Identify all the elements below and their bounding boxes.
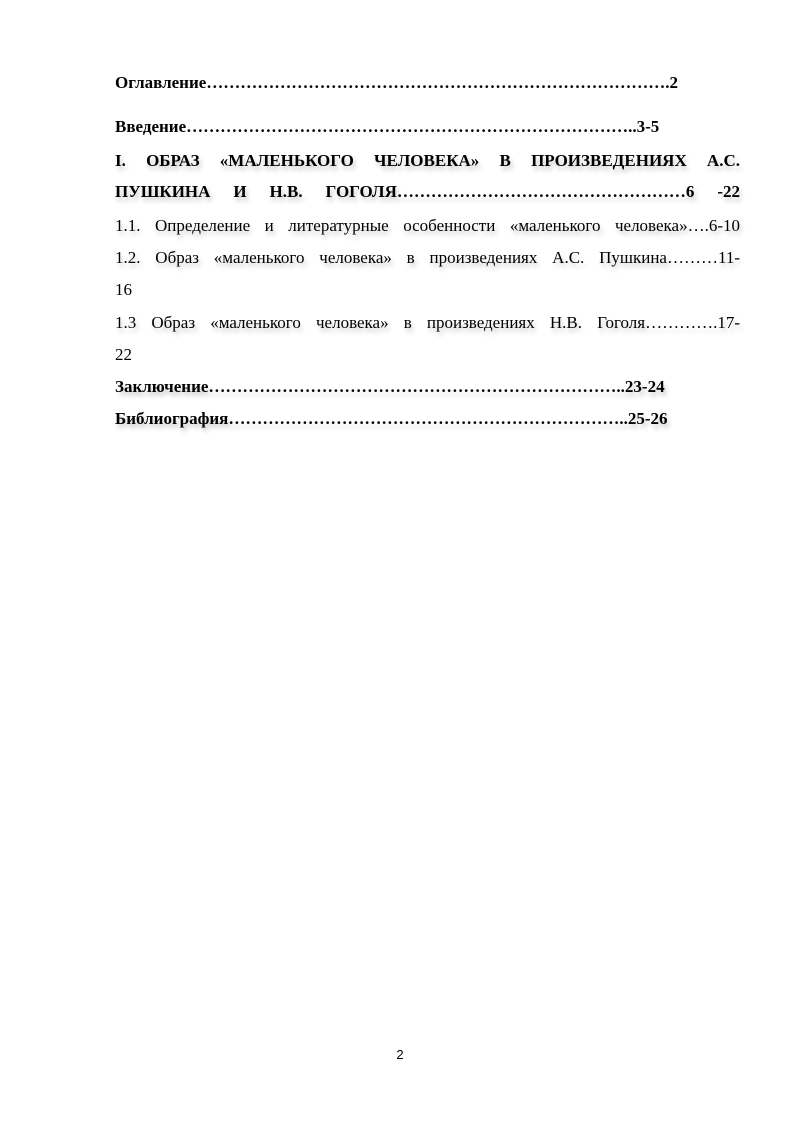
toc-entry-section-1-2-line-1: 1.2. Образ «маленького человека» в произведениях А.С. Пушкина………11- — [115, 248, 740, 267]
toc-entry-chapter-1-line-2: ПУШКИНА И Н.В. ГОГОЛЯ……………………………………………6 -22 — [115, 182, 740, 201]
toc-entry-introduction: Введение……………………………………………………………………..3-5 — [115, 117, 660, 136]
toc-entry-section-1-3-line-2: 22 — [115, 345, 132, 364]
toc-entry-conclusion: Заключение………………………………………………………………..23-24 — [115, 377, 665, 396]
page-number: 2 — [396, 1047, 404, 1062]
toc-entry-chapter-1-line-1: I. ОБРАЗ «МАЛЕНЬКОГО ЧЕЛОВЕКА» В ПРОИЗВЕДЕНИЯХ А.С. — [115, 151, 740, 170]
toc-entry-section-1-2-line-2: 16 — [115, 280, 132, 299]
toc-entry-section-1-1: 1.1. Определение и литературные особенности «маленького человека»….6-10 — [115, 216, 740, 235]
toc-entry-bibliography: Библиография……………………………………………………………..25-26 — [115, 409, 668, 428]
toc-entry-contents: Оглавление……………………………………………………………………….2 — [115, 73, 679, 92]
toc-entry-section-1-3-line-1: 1.3 Образ «маленького человека» в произведениях Н.В. Гоголя………….17- — [115, 313, 740, 332]
